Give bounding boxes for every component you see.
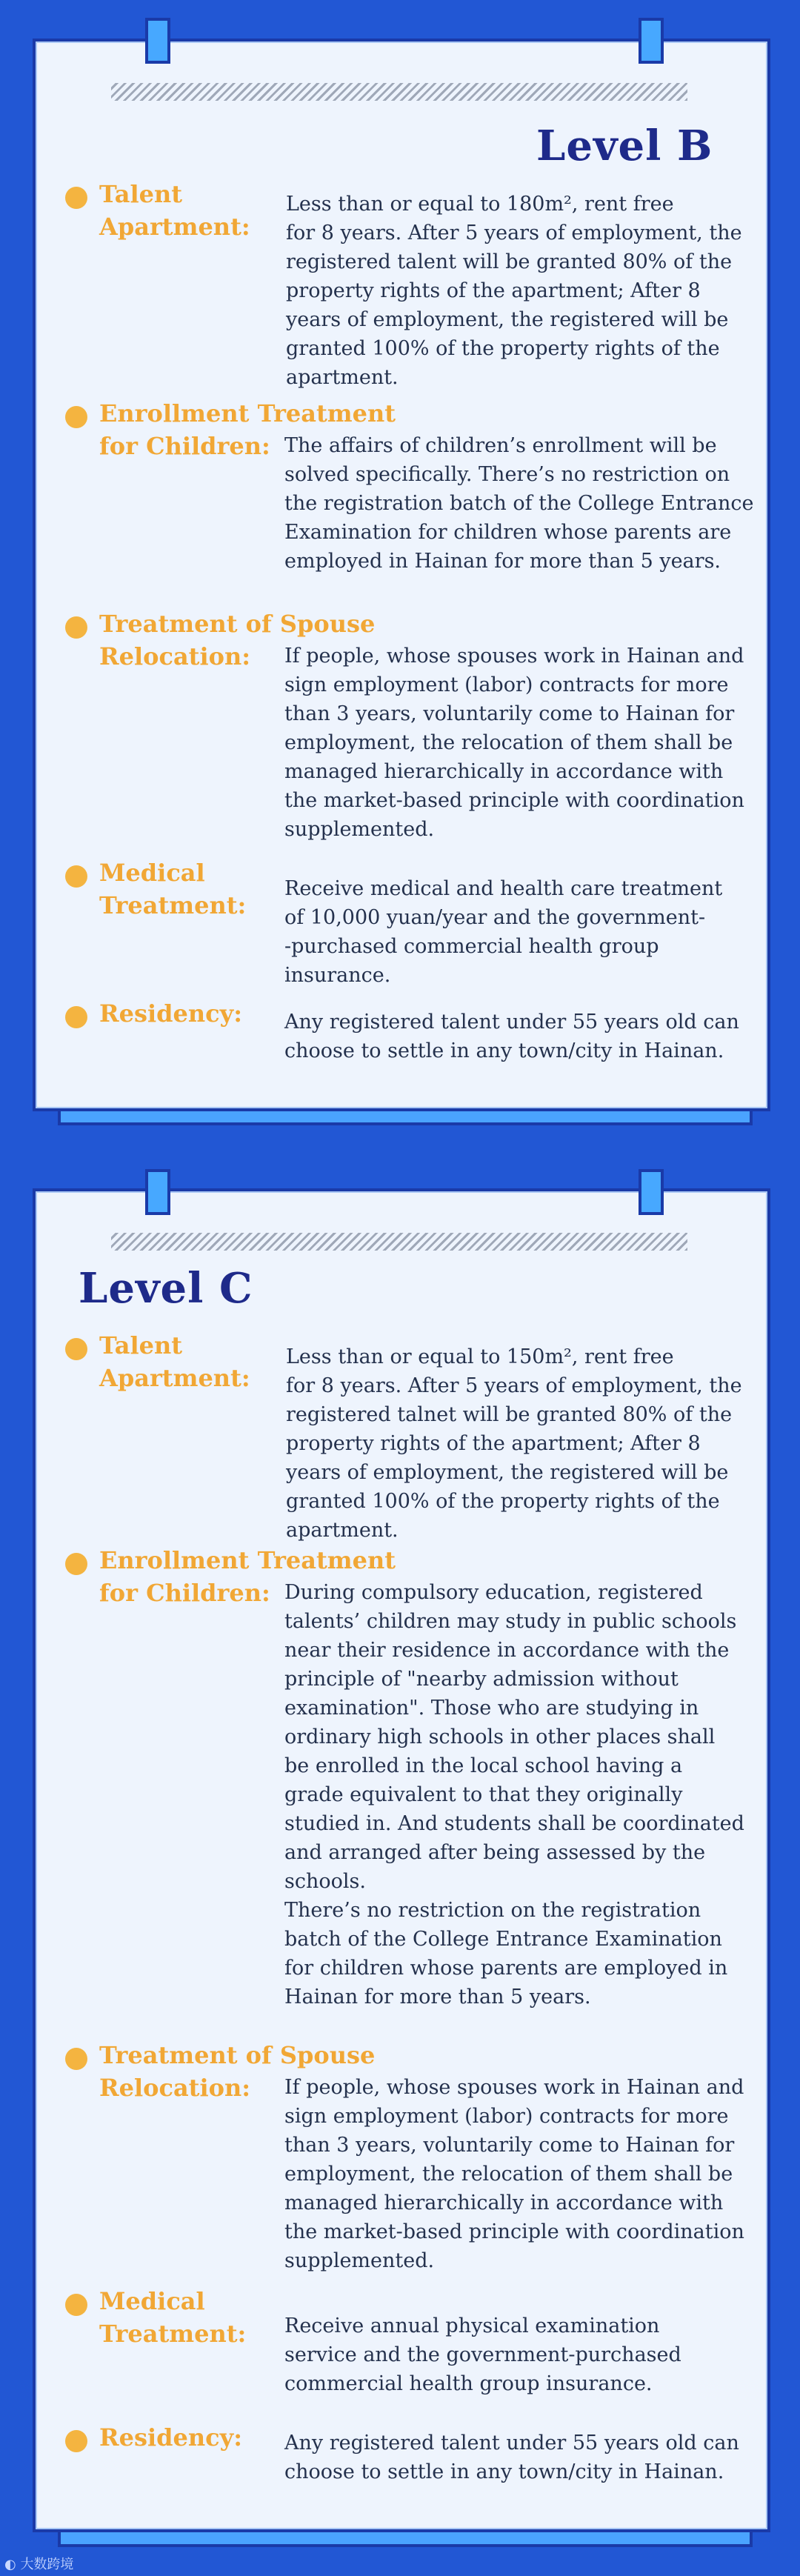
level-title: Level C xyxy=(79,1264,253,1313)
logo-icon: ◐ xyxy=(4,2557,21,2572)
benefit-text: Receive annual physical examination service and the government-purchased commercial health group insurance. xyxy=(284,2314,681,2395)
watermark-logo xyxy=(4,2554,73,2573)
benefit-label: Apartment: xyxy=(99,213,250,241)
benefit-label: Talent xyxy=(99,180,183,208)
benefit-text: If people, whose spouses work in Hainan and sign employment (labor) contracts for more than 3 years, voluntarily come to Hainan for employment, the relocation of them shall be managed hierarchically in accordance with the market-based principle with coordination supplemented. xyxy=(284,2076,744,2272)
benefit-label: Medical xyxy=(99,859,205,887)
bullet-icon xyxy=(65,865,87,888)
benefit-label: for Children: xyxy=(99,432,270,460)
benefit-label: Enrollment Treatment xyxy=(99,1546,396,1574)
benefit-label: Apartment: xyxy=(99,1364,250,1392)
bullet-icon xyxy=(65,406,87,428)
bullet-icon xyxy=(65,1006,87,1028)
hatch-decoration xyxy=(111,1233,687,1251)
hatch-decoration xyxy=(111,83,687,101)
benefit-label: Treatment of Spouse xyxy=(99,2041,376,2069)
bullet-icon xyxy=(65,2430,87,2452)
benefit-text: During compulsory education, registered talents’ children may study in public schools near their residence in accordance with the principle of "nearby admission without examination". Those who are studying in ordinary high schools in other places shall be enrolled in the local school having a grade equivalent to that they originally studied in. And students shall be coordinated and arranged after being assessed by the schools. There’s no restriction on the registration batch of the College Entrance Examination for children whose parents are employed in Hainan for more than 5 years. xyxy=(284,1581,744,2008)
bullet-icon xyxy=(65,2294,87,2316)
benefit-text: If people, whose spouses work in Hainan and sign employment (labor) contracts for more than 3 years, voluntarily come to Hainan for employment, the relocation of them shall be managed hierarchically in accordance with the market-based principle with coordination supplemented. xyxy=(284,645,744,841)
benefit-label: Relocation: xyxy=(99,642,251,670)
benefit-label: for Children: xyxy=(99,1579,270,1607)
benefit-label: Residency: xyxy=(99,999,243,1028)
benefit-label: Enrollment Treatment xyxy=(99,399,396,427)
clip-decoration xyxy=(639,18,664,64)
benefit-label: Treatment: xyxy=(99,891,247,919)
benefit-label: Treatment of Spouse xyxy=(99,610,376,638)
level-card xyxy=(33,39,770,1111)
bullet-icon xyxy=(65,1338,87,1360)
clip-decoration xyxy=(639,1169,664,1215)
level-title: Level B xyxy=(536,122,713,170)
benefit-label: Relocation: xyxy=(99,2074,251,2102)
benefit-label: Talent xyxy=(99,1331,183,1359)
benefit-label: Residency: xyxy=(99,2423,243,2452)
benefit-text: Any registered talent under 55 years old can choose to settle in any town/city in Hainan. xyxy=(284,2432,739,2483)
benefit-text: Less than or equal to 180m², rent free for 8 years. After 5 years of employment, the registered talent will be granted 80% of the property rights of the apartment; After 8 years of employment, the registered will be granted 100% of the property rights of the apartment. xyxy=(286,193,742,389)
bullet-icon xyxy=(65,616,87,639)
benefit-label: Treatment: xyxy=(99,2320,247,2348)
benefit-text: Less than or equal to 150m², rent free for 8 years. After 5 years of employment, the registered talnet will be granted 80% of the property rights of the apartment; After 8 years of employment, the registered will be granted 100% of the property rights of the apartment. xyxy=(286,1345,742,1542)
benefit-label: Medical xyxy=(99,2287,205,2315)
clip-decoration xyxy=(145,18,170,64)
watermark-text: 大数跨境 xyxy=(20,2557,74,2572)
benefit-text: Any registered talent under 55 years old can choose to settle in any town/city in Hainan. xyxy=(284,1011,739,1062)
bullet-icon xyxy=(65,1553,87,1575)
bullet-icon xyxy=(65,187,87,209)
clip-decoration xyxy=(145,1169,170,1215)
benefit-text: Receive medical and health care treatment of 10,000 yuan/year and the government- -purchased commercial health group insurance. xyxy=(284,877,723,987)
benefit-text: The affairs of children’s enrollment will be solved specifically. There’s no restriction on the registration batch of the College Entrance Examination for children whose parents are employed in Hainan for more than 5 years. xyxy=(284,434,754,573)
bullet-icon xyxy=(65,2048,87,2070)
level-card xyxy=(33,1188,770,2532)
